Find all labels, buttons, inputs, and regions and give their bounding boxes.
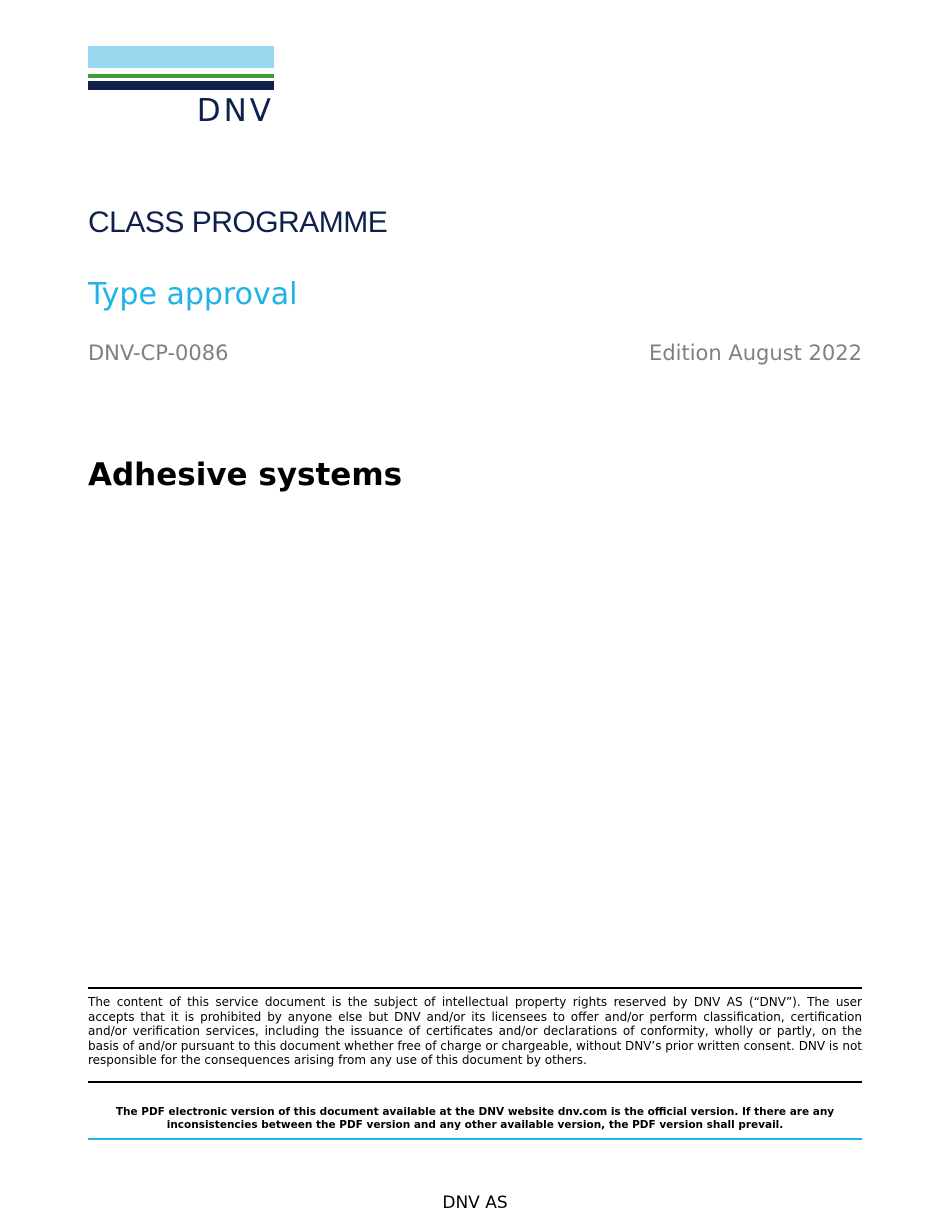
document-category: CLASS PROGRAMME [88,206,388,239]
dnv-logo [88,46,274,130]
divider-middle [88,1081,862,1083]
document-title: Adhesive systems [88,457,403,493]
divider-top [88,987,862,989]
divider-bottom [88,1138,862,1140]
logo-navy-band [88,81,274,90]
logo-wordmark: DNV [196,93,274,129]
pdf-official-version-notice: The PDF electronic version of this document available at the DNV website dnv.com is the official version. If there are any inconsistencies between the PDF version and any other available version, the PDF version shall prevail. [115,1106,835,1131]
document-subcategory: Type approval [88,277,298,312]
logo-green-band [88,74,274,78]
copyright-disclaimer: The content of this service document is the subject of intellectual property rights reserved by DNV AS (“DNV”). The user accepts that it is prohibited by anyone else but DNV and/or its licensees to offer and/or perform classification, certification and/or verification services, including the issuance of certificates and/or declarations of conformity, wholly or partly, on the basis of and/or pursuant to this document whether free of charge or chargeable, without DNV’s prior written consent. DNV is not responsible for the consequences arising from any use of this document by others. [88,995,862,1067]
edition-date: Edition August 2022 [649,341,862,365]
logo-light-blue-band [88,46,274,68]
publisher-name: DNV AS [442,1193,508,1213]
document-number: DNV-CP-0086 [88,341,229,365]
